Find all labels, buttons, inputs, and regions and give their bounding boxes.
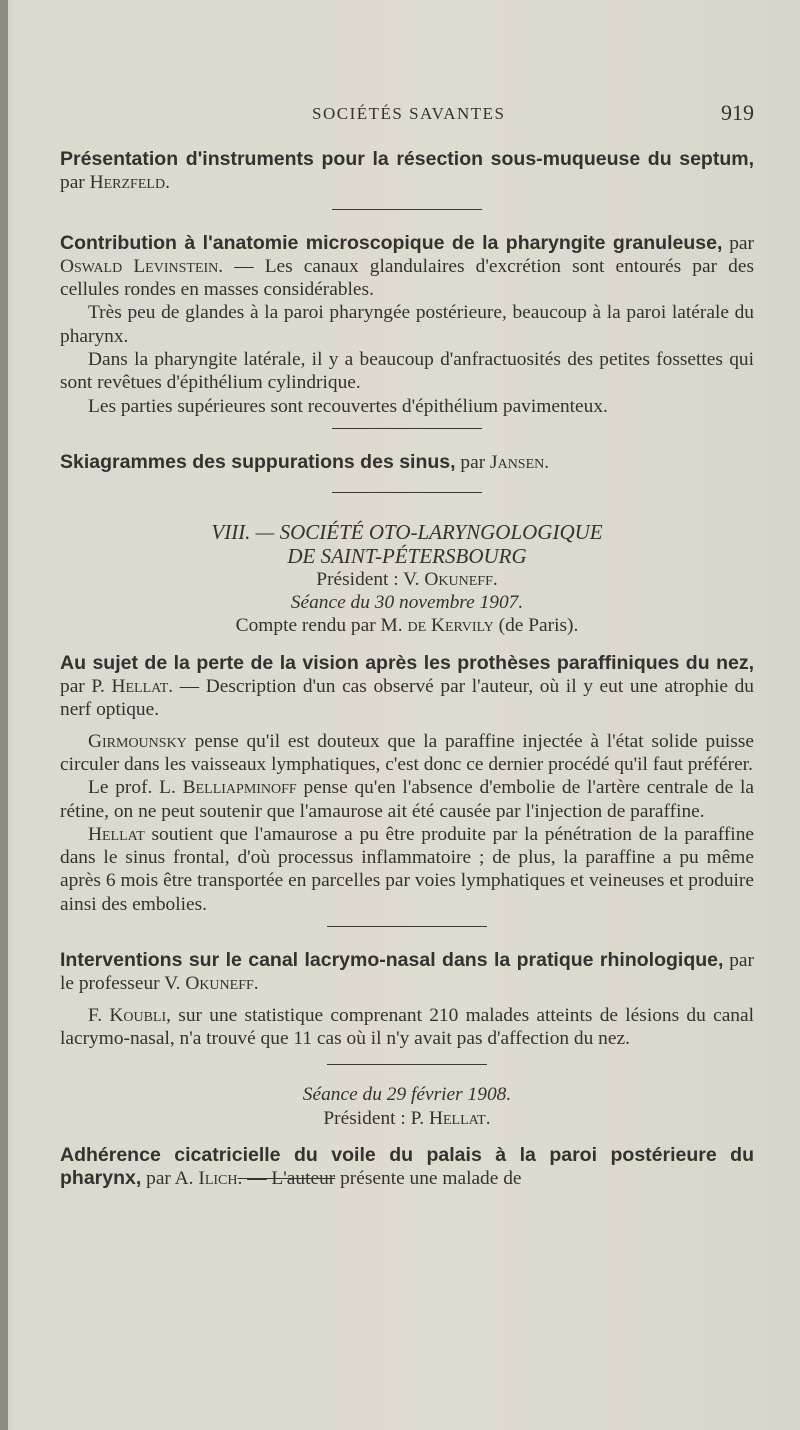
paragraph: Très peu de glandes à la paroi pharyngée postérieure, beaucoup à la paroi latérale du pharynx.: [60, 302, 754, 347]
section-title: Contribution à l'anatomie microscopique de la pharyngite granuleuse,: [60, 231, 723, 254]
report-credit: Compte rendu par M. de Kervily (de Paris).: [235, 615, 579, 637]
author-name: Hellat: [111, 676, 169, 698]
section-levinstein: Contribution à l'anatomie microscopique de la pharyngite granuleuse, par Oswald Levinstein. — Les canaux glandulaires d'excrétion sont entourés par des cellules rondes en masses considérables.: [60, 231, 754, 301]
section-jansen: Skiagrammes des suppurations des sinus, par Jansen.: [60, 450, 550, 473]
section-hellat: Au sujet de la perte de la vision après les prothèses paraffiniques du nez, par P. Hellat. — Description d'un cas observé par l'auteur, où il y eut une atrophie du nerf optique.: [60, 651, 755, 721]
section-title: Adhérence cicatricielle du voile du palais à la paroi postérieure du pharynx,: [60, 1143, 754, 1190]
author-name: Herzfeld: [89, 172, 166, 194]
author-name: Ilich: [198, 1168, 238, 1190]
society-president: Président : V. Okuneff.: [316, 568, 498, 590]
author-name: Jansen: [490, 451, 545, 473]
session-date: Séance du 29 février 1908.: [302, 1084, 512, 1106]
section-title: Interventions sur le canal lacrymo-nasal dans la pratique rhinologique,: [60, 949, 724, 972]
section-okuneff: Interventions sur le canal lacrymo-nasal dans la pratique rhinologique, par le professeur V. Okuneff.: [60, 949, 754, 995]
page-number: 919: [721, 100, 754, 125]
author-name: Okuneff: [185, 973, 254, 995]
session-president: Président : P. Hellat.: [323, 1107, 491, 1129]
section-herzfeld: Présentation d'instruments pour la résection sous-muqueuse du septum, par Herzfeld.: [60, 148, 754, 194]
paragraph: Girmounsky pense qu'il est douteux que la paraffine injectée à l'état solide puisse circuler dans les vaisseaux lymphatiques, c'est donc ce dernier procédé qu'il faut préférer.: [60, 730, 754, 775]
page-header: [60, 100, 754, 130]
society-heading: VIII. — SOCIÉTÉ OTO-LARYNGOLOGIQUE: [211, 520, 603, 545]
struck-text: . — L'auteur: [237, 1168, 336, 1190]
paragraph: Dans la pharyngite latérale, il y a beaucoup d'anfractuosités des petites fossettes qui sont revêtues d'épithélium cylindrique.: [60, 349, 754, 394]
page-body: [60, 148, 754, 1190]
page-edge: [0, 0, 8, 1430]
section-title: Skiagrammes des suppurations des sinus,: [60, 450, 456, 473]
running-head: SOCIÉTÉS SAVANTES: [312, 104, 506, 123]
paragraph: Hellat soutient que l'amaurose a pu être produite par la pénétration de la paraffine dans le sinus frontal, d'où processus inflammatoire ; de plus, la paraffine a pu même après 6 mois être transportée en parcelles par voies lymphatiques et veineuses et produire ainsi des embolies.: [60, 823, 754, 915]
paragraph: Les parties supérieures sont recouvertes d'épithélium pavimenteux.: [88, 395, 608, 417]
section-title: Présentation d'instruments pour la résection sous-muqueuse du septum,: [60, 148, 754, 170]
section-title: Au sujet de la perte de la vision après les prothèses paraffiniques du nez,: [60, 651, 754, 674]
section-ilich: Adhérence cicatricielle du voile du palais à la paroi postérieure du pharynx, par A. Ilich. — L'auteur présente une malade de: [60, 1143, 754, 1190]
paragraph: F. Koubli, sur une statistique comprenant 210 malades atteints de lésions du canal lacrymo-nasal, n'a trouvé que 11 cas où il n'y avait pas d'affection du nez.: [60, 1004, 754, 1049]
society-heading-city: DE SAINT-PÉTERSBOURG: [287, 543, 527, 568]
paragraph: Le prof. L. Belliapminoff pense qu'en l'absence d'embolie de l'artère centrale de la rétine, on ne peut soutenir que l'amaurose ait été causée par l'injection de paraffine.: [60, 777, 755, 822]
author-name: Oswald Levinstein: [60, 255, 219, 277]
session-date: Séance du 30 novembre 1907.: [290, 592, 524, 614]
